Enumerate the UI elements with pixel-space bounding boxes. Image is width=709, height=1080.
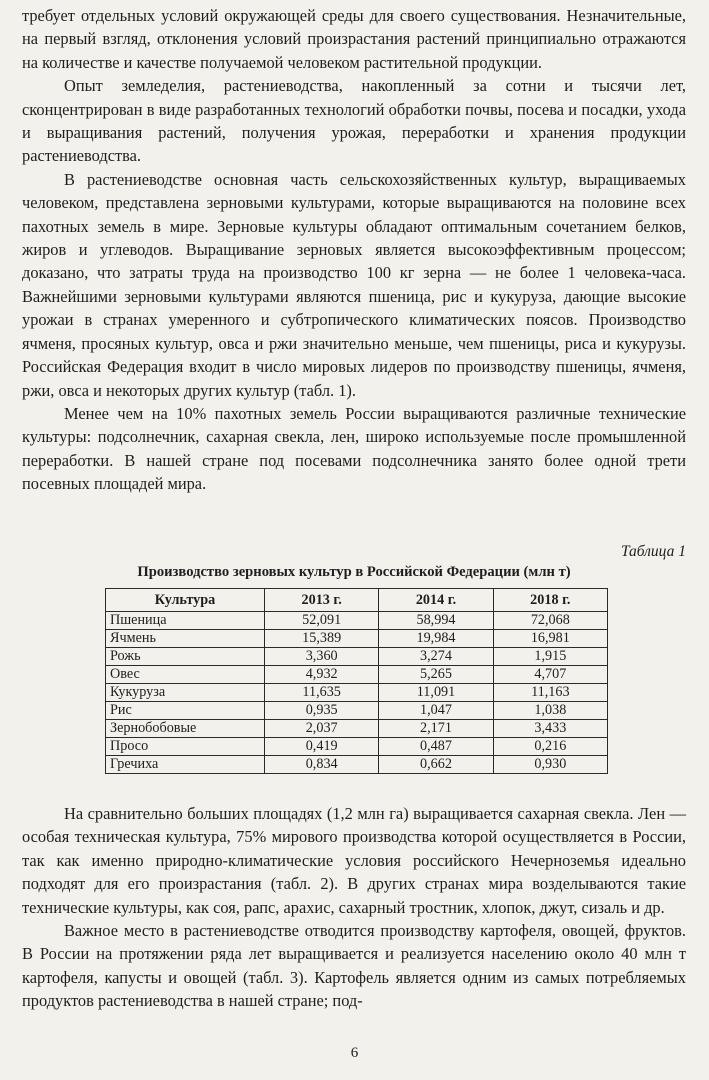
table-cell: 3,274 xyxy=(379,648,493,666)
table-cell: 0,216 xyxy=(493,738,607,756)
table-cell: 1,047 xyxy=(379,702,493,720)
table-cell: 2,171 xyxy=(379,720,493,738)
table-cell: 2,037 xyxy=(265,720,379,738)
table-row xyxy=(106,738,608,756)
paragraph: Важное место в растениеводстве отводится производству картофеля, овощей, фруктов. В России на протяжении ряда лет выращивается и реализуется населению около 40 млн т картофеля, капусты и овощей (табл. 3). Картофель является одним из самых потребляемых продуктов растениеводства в нашей стране; под- xyxy=(22,921,686,1011)
table-row xyxy=(106,756,608,774)
table-row xyxy=(106,648,608,666)
table-cell: 11,091 xyxy=(379,684,493,702)
table-cell: 0,487 xyxy=(379,738,493,756)
crop-name: Просо xyxy=(106,738,265,756)
crop-name: Пшеница xyxy=(106,612,265,630)
table-title: Производство зерновых культур в Российской Федерации (млн т) xyxy=(137,564,571,580)
table-cell: 3,433 xyxy=(493,720,607,738)
text-block-top xyxy=(22,4,686,496)
table-row xyxy=(106,702,608,720)
table-cell: 4,932 xyxy=(265,666,379,684)
table-cell: 0,662 xyxy=(379,756,493,774)
table-cell: 0,935 xyxy=(265,702,379,720)
table-cell: 11,163 xyxy=(493,684,607,702)
table-cell: 1,038 xyxy=(493,702,607,720)
crop-name: Рис xyxy=(106,702,265,720)
column-header: 2014 г. xyxy=(379,589,493,612)
column-header: Культура xyxy=(106,589,265,612)
paragraph: требует отдельных условий окружающей среды для своего существования. Незначительные, на первый взгляд, отклонения условий произрастания растений принципиально отражаются на количестве и качестве получаемой человеком растительной продукции. xyxy=(22,6,686,72)
table-cell: 58,994 xyxy=(379,612,493,630)
column-header: 2018 г. xyxy=(493,589,607,612)
table-cell: 0,930 xyxy=(493,756,607,774)
table-cell: 0,419 xyxy=(265,738,379,756)
paragraph: Опыт земледелия, растениеводства, накопленный за сотни и тысячи лет, сконцентрирован в виде разработанных технологий обработки почвы, посева и посадки, ухода и выращивания растений, получения урожая, переработки и хранения продукции растениеводства. xyxy=(22,76,686,166)
table-cell: 19,984 xyxy=(379,630,493,648)
table-row xyxy=(106,630,608,648)
paragraph: Менее чем на 10% пахотных земель России выращиваются различные технические культуры: подсолнечник, сахарная свекла, лен, широко используемые после промышленной переработки. В нашей стране под посевами подсолнечника занято более одной трети посевных площадей мира. xyxy=(22,403,686,494)
table-row xyxy=(106,612,608,630)
crop-name: Ячмень xyxy=(106,630,265,648)
table-row xyxy=(106,720,608,738)
table-caption: Таблица 1 xyxy=(620,543,686,560)
crop-name: Овес xyxy=(106,666,265,684)
table-header-row xyxy=(106,589,608,612)
column-header: 2013 г. xyxy=(265,589,379,612)
table-cell: 16,981 xyxy=(493,630,607,648)
table-section xyxy=(22,542,686,774)
table-cell: 5,265 xyxy=(379,666,493,684)
table-cell: 4,707 xyxy=(493,666,607,684)
table-cell: 1,915 xyxy=(493,648,607,666)
table-cell: 11,635 xyxy=(265,684,379,702)
table-cell: 15,389 xyxy=(265,630,379,648)
grain-production-table xyxy=(105,588,608,774)
paragraph: На сравнительно больших площадях (1,2 млн га) выращивается сахарная свекла. Лен — особая техническая культура, 75% мирового производства которой осуществляется в России, так как именно природно-климатические условия российского Нечерноземья идеально подходят для его произрастания (табл. 2). В других странах мира возделываются такие технические культуры, как соя, рапс, арахис, сахарный тростник, хлопок, джут, сизаль и др. xyxy=(22,804,686,917)
crop-name: Кукуруза xyxy=(106,684,265,702)
table-cell: 0,834 xyxy=(265,756,379,774)
page-number: 6 xyxy=(350,1045,359,1061)
table-row xyxy=(106,666,608,684)
table-cell: 52,091 xyxy=(265,612,379,630)
crop-name: Зернобобовые xyxy=(106,720,265,738)
crop-name: Гречиха xyxy=(106,756,265,774)
text-block-bottom xyxy=(22,802,686,1013)
paragraph: В растениеводстве основная часть сельскохозяйственных культур, выращиваемых человеком, представлена зерновыми культурами, которые выращиваются на половине всех пахотных земель в мире. Зерновые культуры обладают оптимальным сочетанием белков, жиров и углеводов. Выращивание зерновых является высокоэффективным процессом; доказано, что затраты труда на производство 100 кг зерна — не более 1 человека-часа. Важнейшими зерновыми культурами являются пшеница, рис и кукуруза, дающие высокие урожаи в странах умеренного и субтропического климатических поясов. Производство ячменя, просяных культур, овса и ржи значительно меньше, чем пшеницы, риса и кукурузы. Российская Федерация входит в число мировых лидеров по производству пшеницы, ячменя, ржи, овса и некоторых других культур (табл. 1). xyxy=(22,169,686,400)
table-cell: 72,068 xyxy=(493,612,607,630)
table-cell: 3,360 xyxy=(265,648,379,666)
crop-name: Рожь xyxy=(106,648,265,666)
table-row xyxy=(106,684,608,702)
